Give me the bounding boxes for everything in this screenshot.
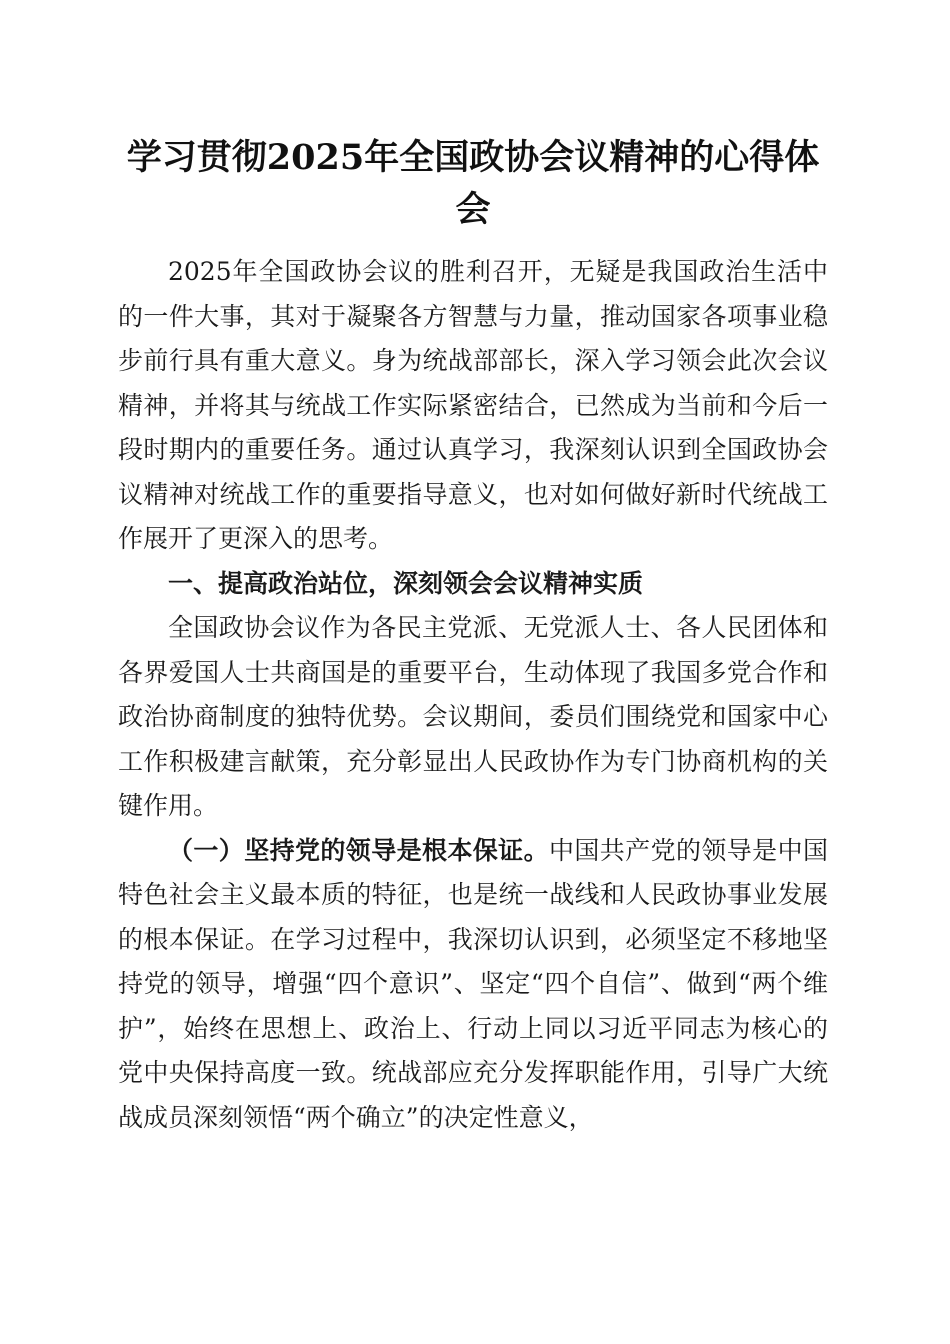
- subsection-1-text: 中国共产党的领导是中国特色社会主义最本质的特征，也是统一战线和人民政协事业发展的根本保证。在学习过程中，我深切认识到，必须坚定不移地坚持党的领导，增强“四个意识”、坚定“四个自信”、做到“两个维护”，始终在思想上、政治上、行动上同以习近平同志为核心的党中央保持高度一致。统战部应充分发挥职能作用，引导广大统战成员深刻领悟“两个确立”的决定性意义，: [118, 835, 828, 1132]
- intro-paragraph: 2025年全国政协会议的胜利召开，无疑是我国政治生活中的一件大事，其对于凝聚各方智慧与力量，推动国家各项事业稳步前行具有重大意义。身为统战部部长，深入学习领会此次会议精神，并将其与统战工作实际紧密结合，已然成为当前和今后一段时期内的重要任务。通过认真学习，我深刻认识到全国政协会议精神对统战工作的重要指导意义，也对如何做好新时代统战工作展开了更深入的思考。: [118, 257, 828, 553]
- document-title: 学习贯彻2025年全国政协会议精神的心得体会: [126, 137, 820, 230]
- section-1-paragraph: 全国政协会议作为各民主党派、无党派人士、各人民团体和各界爱国人士共商国是的重要平台，生动体现了我国多党合作和政治协商制度的独特优势。会议期间，委员们围绕党和国家中心工作积极建言献策，充分彰显出人民政协作为专门协商机构的关键作用。: [118, 613, 828, 820]
- subsection-1-paragraph: [118, 829, 828, 1141]
- document-body: [118, 250, 828, 1140]
- section-heading-1: 一、提高政治站位，深刻领会会议精神实质: [168, 568, 644, 598]
- subsection-1-lead: （一）坚持党的领导是根本保证。: [168, 835, 549, 865]
